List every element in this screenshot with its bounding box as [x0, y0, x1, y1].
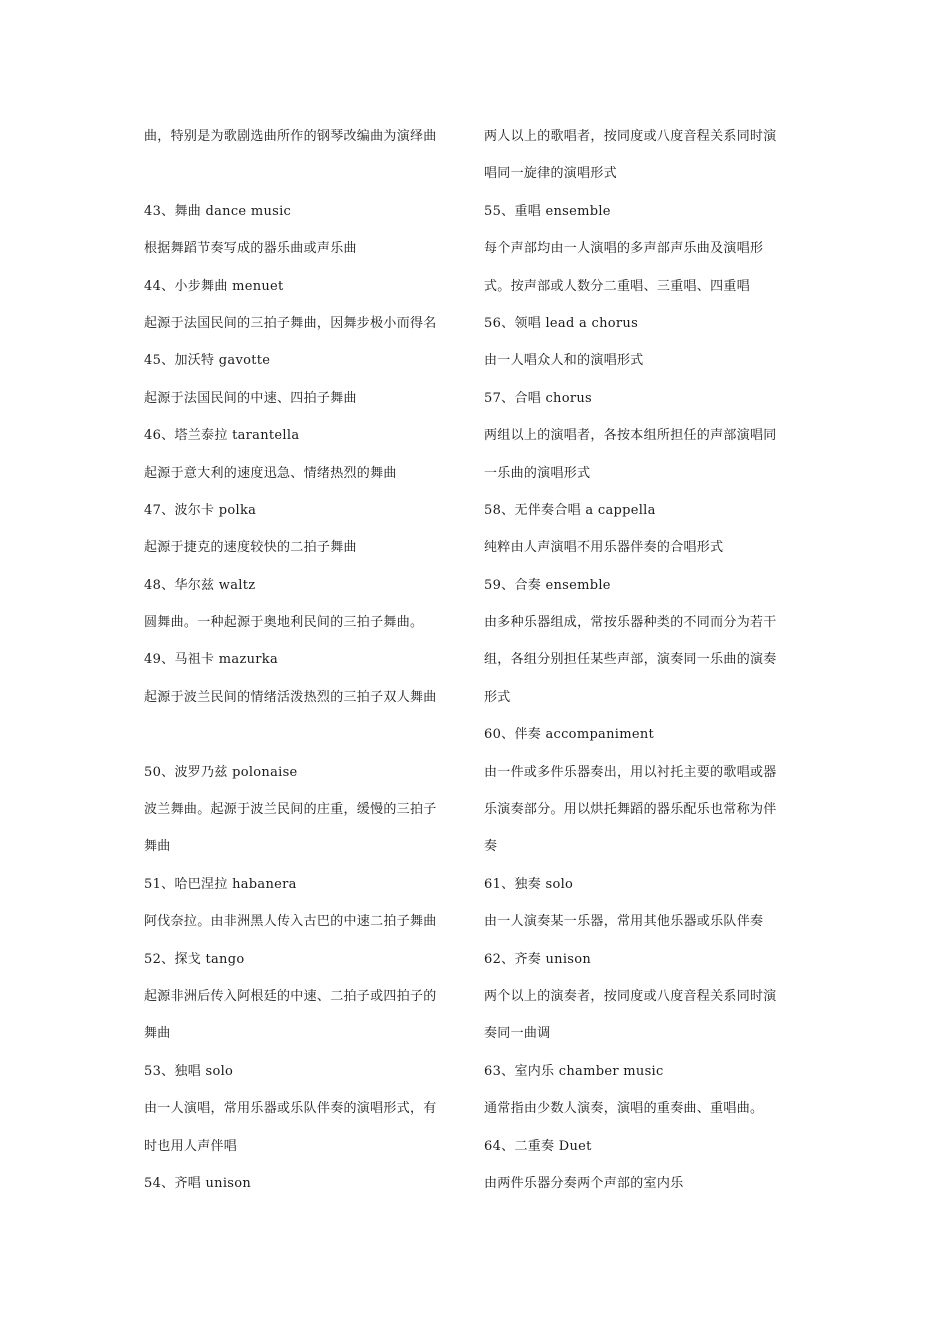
term-definition-line: 由两件乐器分奏两个声部的室内乐 [484, 1175, 684, 1191]
term-definition-line: 起源于波兰民间的情绪活泼热烈的三拍子双人舞曲 [144, 689, 437, 705]
term-heading: 64、二重奏 Duet [484, 1138, 592, 1154]
term-heading: 47、波尔卡 polka [144, 502, 257, 518]
term-definition-line: 波兰舞曲。起源于波兰民间的庄重，缓慢的三拍子 [144, 802, 437, 818]
term-heading: 57、合唱 chorus [484, 390, 593, 406]
term-definition-line: 式。按声部或人数分二重唱、三重唱、四重唱 [484, 278, 751, 294]
term-definition-line: 一乐曲的演唱形式 [484, 465, 591, 481]
blank-line [144, 155, 466, 192]
term-definition-line: 乐演奏部分。用以烘托舞蹈的器乐配乐也常称为伴 [484, 802, 777, 818]
term-heading: 55、重唱 ensemble [484, 203, 611, 219]
term-definition-line: 纯粹由人声演唱不用乐器伴奏的合唱形式 [484, 540, 724, 556]
term-definition-line: 曲，特别是为歌剧选曲所作的钢琴改编曲为演绎曲 [144, 129, 437, 144]
term-heading: 62、齐奏 unison [484, 951, 592, 967]
term-heading: 46、塔兰泰拉 tarantella [144, 428, 300, 444]
term-heading: 52、探戈 tango [144, 951, 245, 967]
term-heading: 63、室内乐 chamber music [484, 1063, 664, 1079]
term-definition-line: 唱同一旋律的演唱形式 [484, 166, 618, 182]
term-heading: 59、合奏 ensemble [484, 577, 611, 593]
term-heading: 60、伴奏 accompaniment [484, 727, 655, 743]
term-definition-line: 由多种乐器组成，常按乐器种类的不同而分为若干 [484, 615, 777, 631]
term-heading: 51、哈巴涅拉 habanera [144, 876, 297, 892]
term-definition-line: 舞曲 [144, 839, 171, 855]
term-definition-line: 奏 [484, 839, 498, 855]
term-definition-line: 每个声部均由一人演唱的多声部声乐曲及演唱形 [484, 241, 764, 257]
term-definition-line: 通常指由少数人演奏，演唱的重奏曲、重唱曲。 [484, 1101, 764, 1117]
term-heading: 49、马祖卡 mazurka [144, 652, 279, 668]
term-heading: 56、领唱 lead a chorus [484, 315, 639, 331]
term-definition-line: 两组以上的演唱者，各按本组所担任的声部演唱同 [484, 428, 777, 444]
left-text-column [144, 118, 466, 1202]
term-definition-line: 起源于捷克的速度较快的二拍子舞曲 [144, 540, 357, 556]
term-heading: 53、独唱 solo [144, 1063, 234, 1079]
term-heading: 45、加沃特 gavotte [144, 353, 271, 369]
term-definition-line: 形式 [484, 689, 511, 705]
term-definition-line: 两个以上的演奏者，按同度或八度音程关系同时演 [484, 988, 777, 1004]
blank-line [144, 716, 466, 753]
term-heading: 50、波罗乃兹 polonaise [144, 764, 298, 780]
term-definition-line: 起源于意大利的速度迅急、情绪热烈的舞曲 [144, 465, 397, 481]
term-definition-line: 阿伐奈拉。由非洲黑人传入古巴的中速二拍子舞曲 [144, 914, 437, 930]
right-text-column [484, 118, 806, 1202]
term-definition-line: 组，各组分别担任某些声部，演奏同一乐曲的演奏 [484, 652, 777, 668]
term-definition-line: 起源非洲后传入阿根廷的中速、二拍子或四拍子的 [144, 988, 437, 1004]
term-definition-line: 时也用人声伴唱 [144, 1138, 238, 1154]
term-definition-line: 起源于法国民间的三拍子舞曲，因舞步极小而得名 [144, 315, 437, 331]
term-heading: 44、小步舞曲 menuet [144, 278, 284, 294]
term-definition-line: 由一人演唱，常用乐器或乐队伴奏的演唱形式，有 [144, 1101, 437, 1117]
term-definition-line: 起源于法国民间的中速、四拍子舞曲 [144, 390, 357, 406]
term-definition-line: 舞曲 [144, 1026, 171, 1042]
term-definition-line: 由一件或多件乐器奏出，用以衬托主要的歌唱或器 [484, 764, 777, 780]
term-heading: 61、独奏 solo [484, 876, 574, 892]
term-definition-line: 由一人演奏某一乐器，常用其他乐器或乐队伴奏 [484, 914, 764, 930]
term-definition-line: 由一人唱众人和的演唱形式 [484, 353, 644, 369]
term-definition-line: 圆舞曲。一种起源于奥地利民间的三拍子舞曲。 [144, 615, 424, 631]
term-definition-line: 根据舞蹈节奏写成的器乐曲或声乐曲 [144, 241, 357, 257]
term-heading: 58、无伴奏合唱 a cappella [484, 502, 656, 518]
term-definition-line: 两人以上的歌唱者，按同度或八度音程关系同时演 [484, 129, 777, 144]
term-heading: 54、齐唱 unison [144, 1175, 252, 1191]
term-heading: 43、舞曲 dance music [144, 203, 292, 219]
term-heading: 48、华尔兹 waltz [144, 577, 256, 593]
term-definition-line: 奏同一曲调 [484, 1026, 551, 1042]
